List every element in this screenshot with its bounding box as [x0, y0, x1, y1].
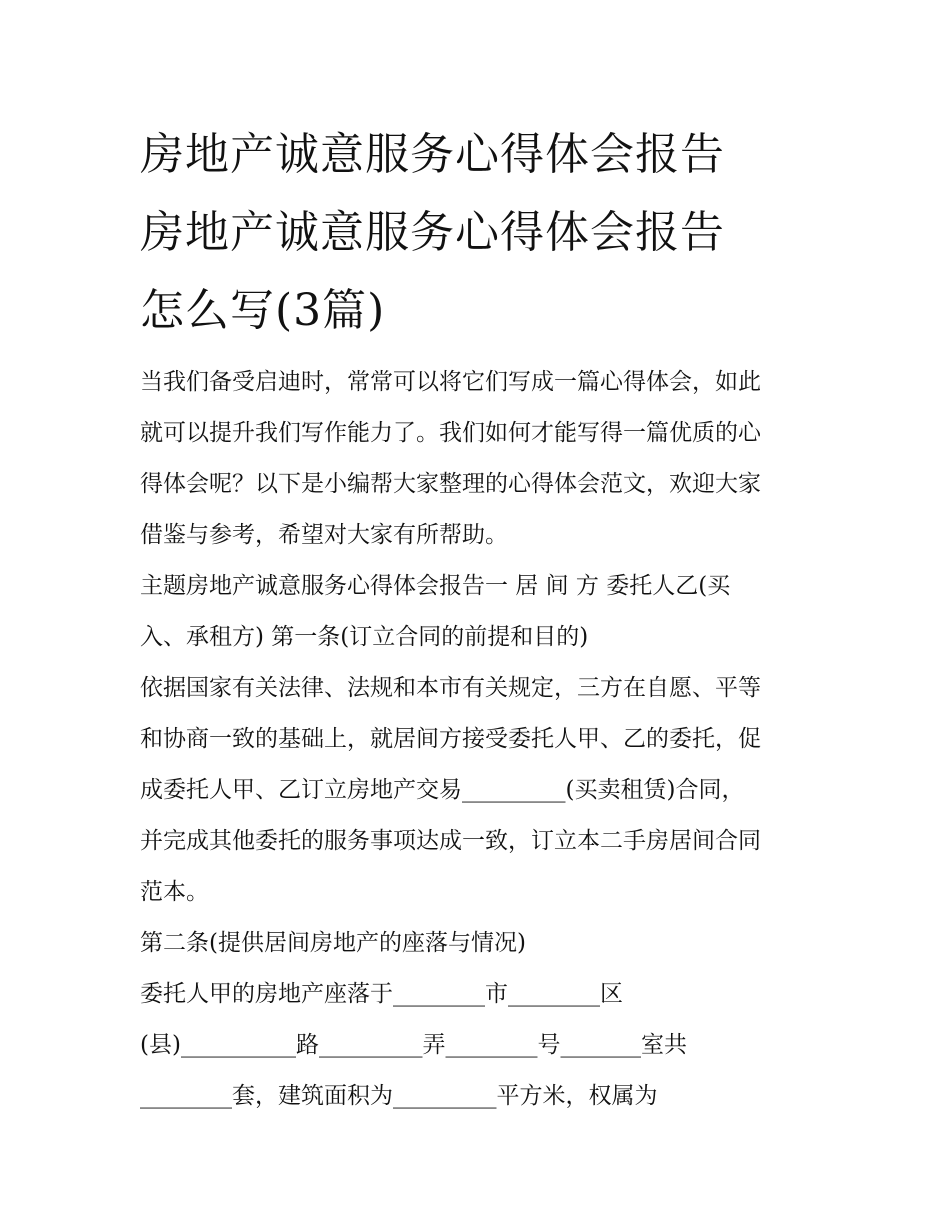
paragraph-article1-line: 并完成其他委托的服务事项达成一致，订立本二手房居间合同: [140, 828, 761, 854]
paragraph-article2-line: ________套，建筑面积为_________平方米，权属为: [140, 1083, 658, 1109]
paragraph-intro-line: 当我们备受启迪时，常常可以将它们写成一篇心得体会，如此: [140, 369, 761, 395]
paragraph-article2-line: (县)__________路_________弄________号_______室共: [140, 1032, 687, 1058]
paragraph-intro-line: 得体会呢？以下是小编帮大家整理的心得体会范文，欢迎大家: [140, 471, 761, 497]
article2-heading: 第二条(提供居间房地产的座落与情况): [140, 930, 526, 956]
document-title: [140, 116, 840, 350]
paragraph-article2-line: 委托人甲的房地产座落于________市________区: [140, 981, 623, 1007]
title-line: 房地产诚意服务心得体会报告: [140, 129, 725, 180]
paragraph-intro-line: 就可以提升我们写作能力了。我们如何才能写得一篇优质的心: [140, 420, 761, 446]
paragraph-article1-line: 成委托人甲、乙订立房地产交易_________(买卖租赁)合同，: [140, 777, 745, 803]
title-line: 房地产诚意服务心得体会报告: [140, 207, 725, 258]
paragraph-topic-line: 主题房地产诚意服务心得体会报告一 居 间 方 委托人乙(买: [140, 573, 731, 599]
paragraph-intro-line: 借鉴与参考，希望对大家有所帮助。: [140, 522, 508, 548]
paragraph-article1-line: 和协商一致的基础上，就居间方接受委托人甲、乙的委托，促: [140, 726, 761, 752]
paragraph-article1-line: 依据国家有关法律、法规和本市有关规定，三方在自愿、平等: [140, 675, 761, 701]
paragraph-article1-line: 范本。: [140, 879, 209, 905]
document-body: [140, 357, 820, 1122]
paragraph-topic-line: 入、承租方) 第一条(订立合同的前提和目的): [140, 624, 589, 650]
title-line: 怎么写(3篇): [140, 285, 386, 336]
